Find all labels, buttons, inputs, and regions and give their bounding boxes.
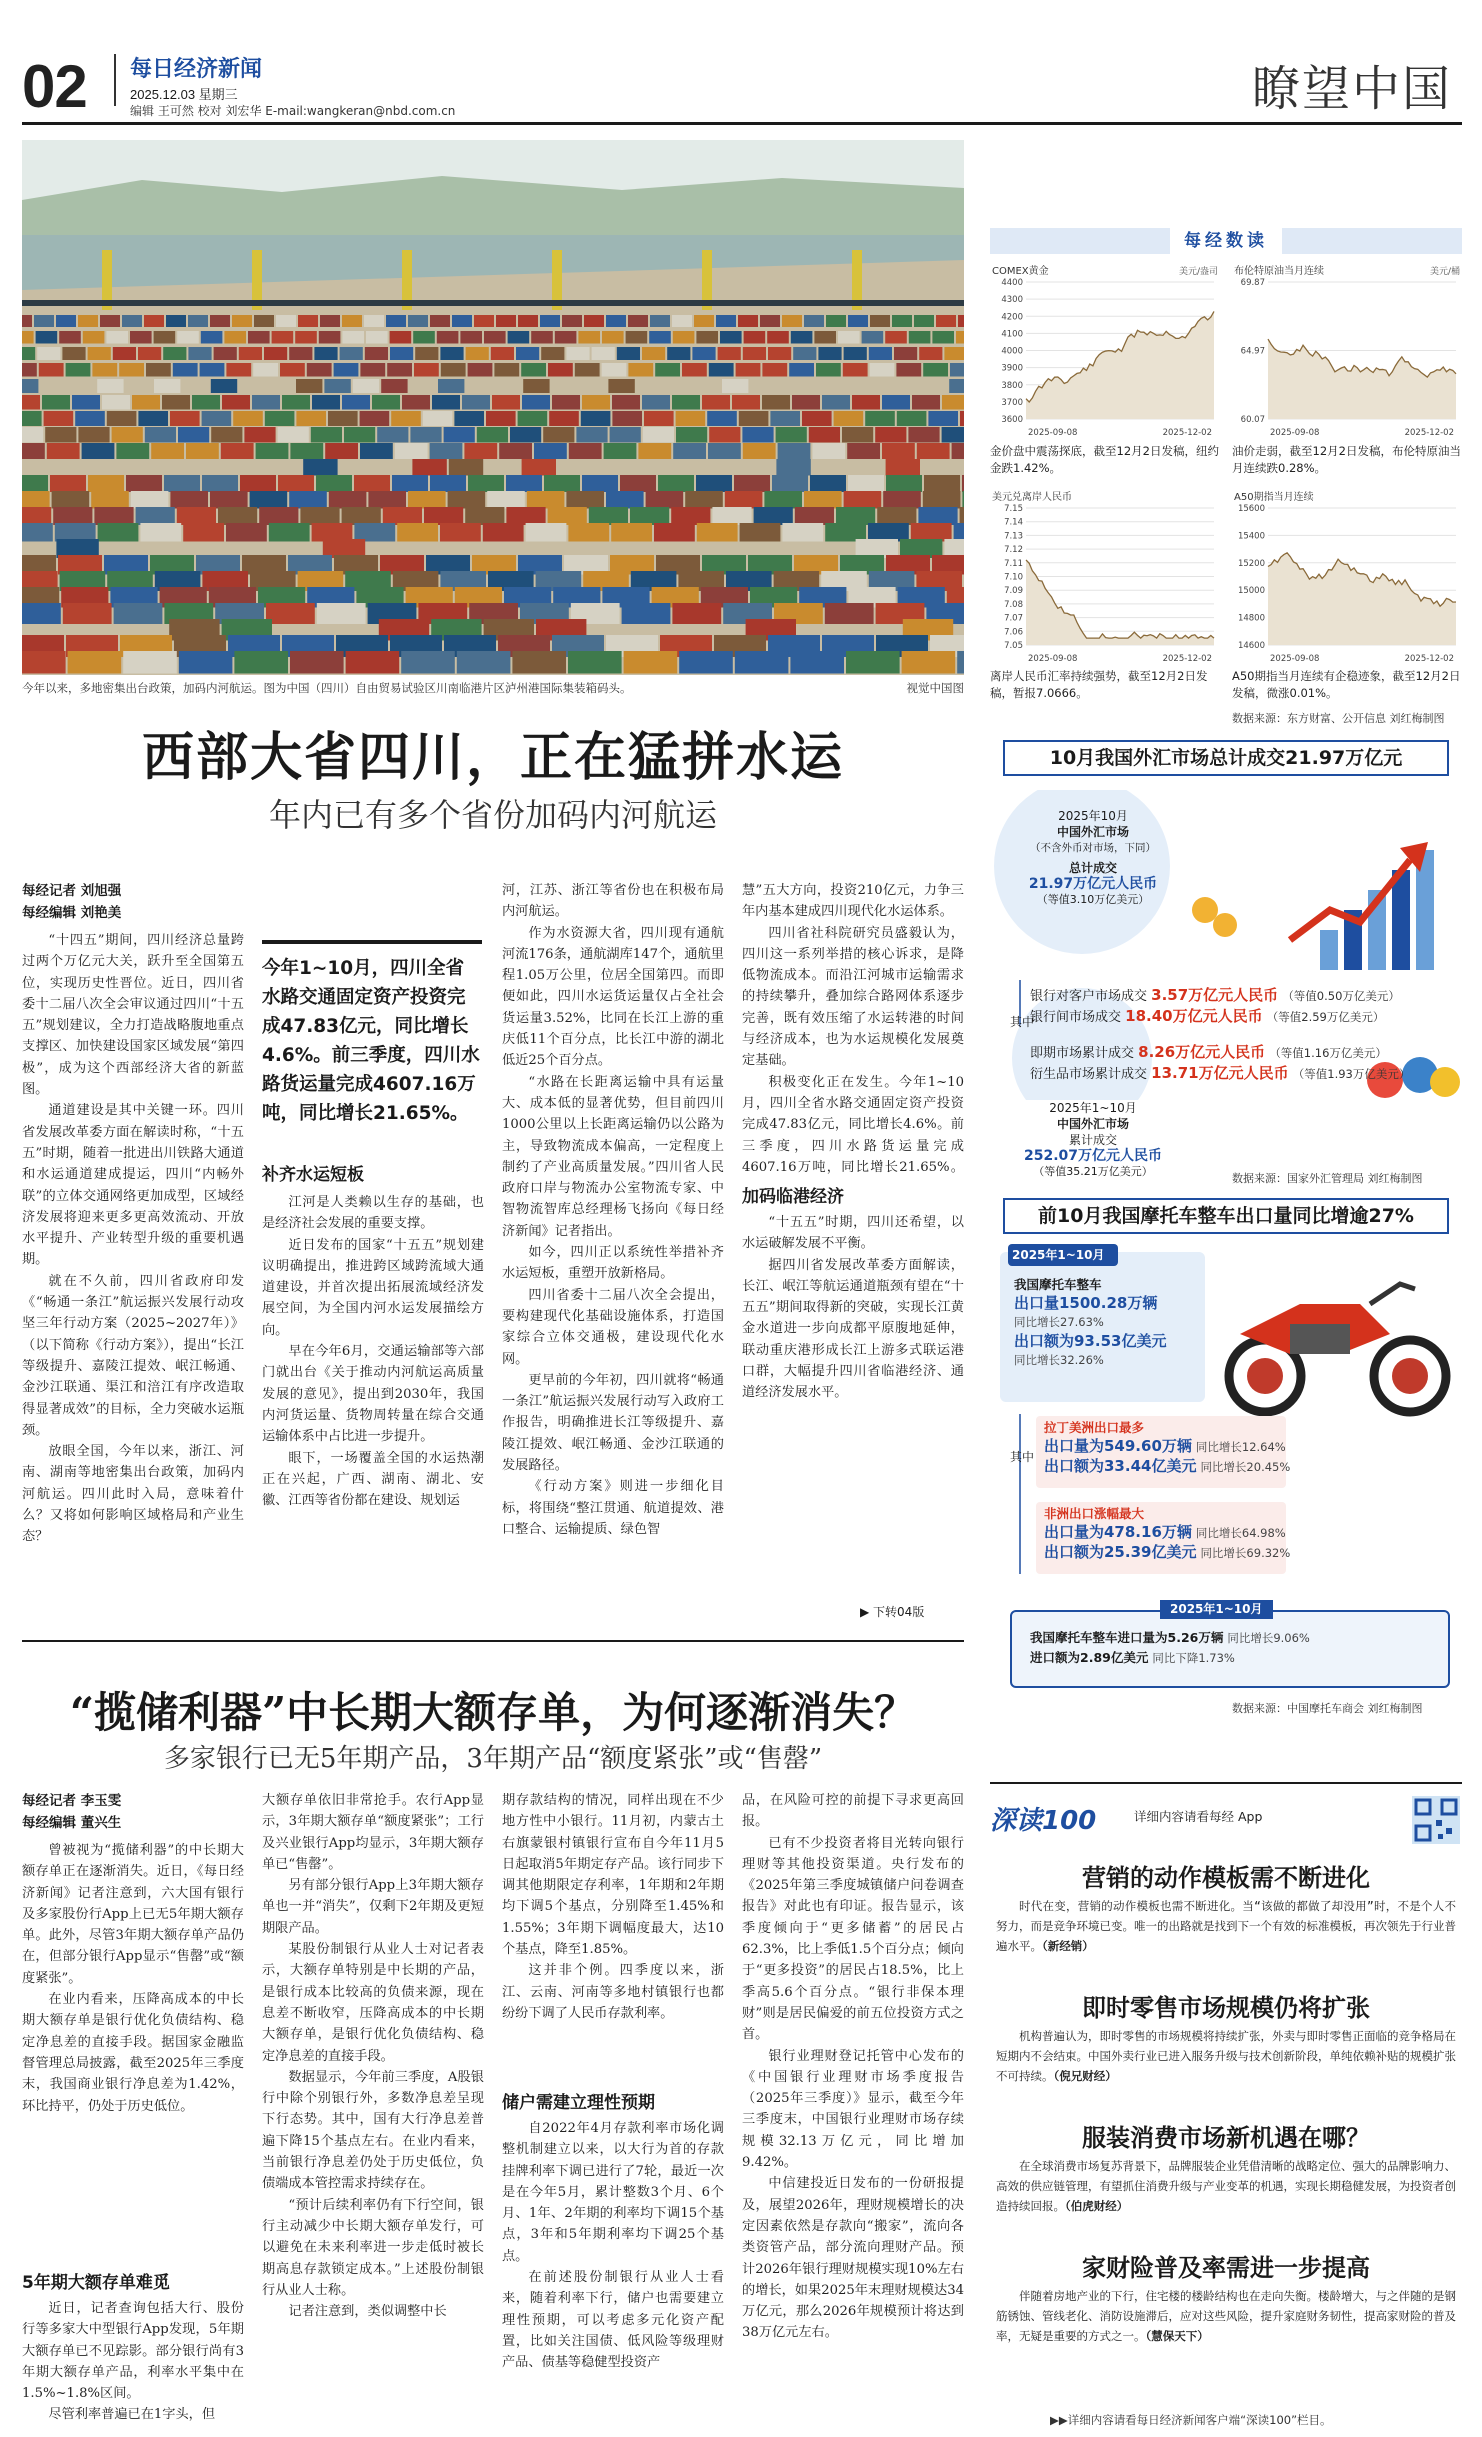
- mini-chart-svg: [990, 276, 1220, 441]
- x-tick-label: 2025-12-02: [1162, 428, 1212, 438]
- paragraph: 尽管利率普遍已在1字头，但: [48, 2407, 216, 2423]
- photo-credit: 视觉中国图: [906, 681, 964, 695]
- mini-chart-note: 金价盘中震荡探底，截至12月2日发稿，纽约金跌1.42%。: [990, 444, 1219, 475]
- paragraph: 另有部分银行App上3年期大额存单也一并“消失”，仅剩下2年期及更短期限产品。: [262, 1878, 484, 1936]
- fx-item-usd: （等值1.16万亿美元）: [1269, 1046, 1387, 1060]
- motorcycle-icon: [1229, 1284, 1446, 1412]
- fx-ytd-label: 累计成交: [1068, 1133, 1117, 1147]
- port-photo: [22, 140, 964, 675]
- mini-chart-note: 油价走弱，截至12月2日发稿，布伦特原油当月连续跌0.28%。: [1232, 444, 1461, 475]
- paragraph: 《行动方案》则进一步细化目标，将围绕“整江贯通、航道提效、港口整合、运输提质、绿色智: [502, 1479, 724, 1537]
- moto-latam-value: 出口额为33.44亿美元: [1044, 1457, 1197, 1475]
- paragraph: 已有不少投资者将目光转向银行理财等其他投资渠道。央行发布的《2025年第三季度城镇储户问卷调查报告》对此也有印证。报告显示，该季度倾向于“更多储蓄”的居民占62.3%，比上季低1.5个百分点；倾向于“更多投资”的居民占18.5%，比上季高5.6个百分点。“银行非保本理财”则是居民偏爱的前五位投资方式之首。: [742, 1835, 964, 2043]
- paragraph: 据四川省发展改革委方面解读，长江、岷江等航运通道瓶颈有望在“十五五”期间取得新的突破，实现长江黄金水道进一步向成都平原腹地延伸，联动重庆港形成长江上游多式联运港口群，大幅提升四川省临港经济、通道经济发展水平。: [742, 1257, 964, 1401]
- moto-africa-volume: 出口量为478.16万辆: [1044, 1523, 1192, 1541]
- y-tick-label: 7.07: [1004, 613, 1023, 624]
- moto-of-which: 其中: [1010, 1450, 1035, 1464]
- paper-name: 每日经济新闻: [130, 57, 263, 82]
- deep-read-text: [996, 1896, 1456, 1956]
- moto-latam-volume: 出口量为549.60万辆: [1044, 1437, 1192, 1455]
- econ-banner-title: 每经数读: [1170, 228, 1282, 254]
- deep-read-body: 伴随着房地产业的下行，住宅楼的楼龄结构也在走向失衡。楼龄增大，与之伴随的是钢筋锈蚀、管线老化、消防设施滞后，应对这些风险，提升家庭财务韧性，提高家财险的普及率，无疑是重要的方式之一。: [996, 2289, 1456, 2343]
- article1-column-3: [502, 880, 724, 1630]
- paragraph: 大额存单依旧非常抢手。农行App显示，3年期大额存单“额度紧张”；工行及兴业银行App均显示，3年期大额存单已“售罄”。: [262, 1793, 484, 1872]
- y-tick-label: 7.09: [1004, 586, 1023, 597]
- article2-editor: 每经编辑 董兴生: [22, 1815, 122, 1831]
- y-tick-label: 14600: [1237, 641, 1265, 651]
- y-tick-label: 7.06: [1004, 627, 1023, 638]
- fx-item-value: 8.26万亿元人民币: [1138, 1043, 1266, 1061]
- y-tick-label: 15000: [1237, 586, 1265, 597]
- y-tick-label: 64.97: [1240, 346, 1265, 357]
- article2-reporter: 每经记者 李玉雯: [22, 1793, 122, 1809]
- article2-title: “揽储利器”中长期大额存单，为何逐渐消失？: [69, 1688, 917, 1737]
- mini-chart-note: 离岸人民币汇率持续强势，截至12月2日发稿，暂报7.0666。: [990, 669, 1208, 700]
- article1-column-2: [262, 1192, 484, 1632]
- paragraph: “十五五”时期，四川还希望，以水运破解发展不平衡。: [742, 1215, 964, 1252]
- photo-caption: 今年以来，多地密集出台政策，加码内河航运。图为中国（四川）自由贸易试验区川南临港片区泸州港国际集装箱码头。: [22, 681, 632, 695]
- y-tick-label: 15200: [1237, 558, 1265, 569]
- moto-latam-volume-growth: 同比增长12.64%: [1195, 1440, 1286, 1454]
- paragraph: 记者注意到，类似调整中长: [288, 2304, 447, 2320]
- x-tick-label: 2025-09-08: [1270, 654, 1320, 664]
- paragraph: 近日发布的国家“十五五”规划建议明确提出，推进跨区域跨流域大通道建设，并首次提出拓展流域经济发展空间，为全国内河水运发展描绘方向。: [262, 1237, 484, 1338]
- moto-volume-growth: 同比增长27.63%: [1014, 1315, 1104, 1329]
- moto-latam-value-growth: 同比增长20.45%: [1200, 1460, 1291, 1474]
- y-tick-label: 4300: [1001, 295, 1023, 306]
- article2-column-3: [502, 1790, 724, 2075]
- mini-chart-svg: [1232, 502, 1462, 667]
- deep-read-footer: ▶▶详细内容请看每日经济新闻客户端“深读100”栏目。: [1050, 2413, 1332, 2427]
- fx-item-usd: （等值1.93万亿美元）: [1292, 1067, 1411, 1081]
- y-tick-label: 7.12: [1004, 545, 1023, 556]
- fx-item-label: 即期市场累计成交: [1030, 1046, 1135, 1061]
- moto-import-value-growth: 同比下降1.73%: [1152, 1651, 1235, 1665]
- mini-chart-note: A50期指当月连续有企稳迹象，截至12月2日发稿，微涨0.01%。: [1232, 669, 1461, 700]
- issue-date: 2025.12.03 星期三: [130, 87, 238, 102]
- fx-item-label: 银行间市场成交: [1030, 1010, 1122, 1025]
- moto-imports: [1030, 1628, 1440, 1668]
- deep-read-text: [996, 2286, 1456, 2346]
- paragraph: 期存款结构的情况，同样出现在不少地方性中小银行。11月初，内蒙古土右旗蒙银村镇银行宣布自今年11月5日起取消5年期定存产品。该行同步下调其他期限定存利率，1年期和2年期均下调5个基点，分别降至1.45%和1.55%；3年期下调幅度最大，达10个基点，降至1.85%。: [502, 1793, 724, 1958]
- article1-reporter: 每经记者 刘旭强: [22, 883, 122, 899]
- fx-item: [1030, 1063, 1460, 1085]
- masthead-divider: [114, 54, 116, 106]
- fx-ytd-name: 中国外汇市场: [1056, 1117, 1129, 1131]
- deep-read-rule: [990, 1782, 1462, 1784]
- deep-read-author: （倪兄财经）: [1053, 2069, 1117, 2083]
- article1-column-1: [22, 930, 244, 1630]
- article1-byline: [22, 880, 121, 924]
- paragraph: 早在今年6月，交通运输部等六部门就出台《关于推动内河航运高质量发展的意见》，提出到2030年，我国内河货运量、货物周转量在综合交通运输体系中占比进一步提升。: [262, 1344, 484, 1445]
- moto-africa-value: 出口额为25.39亿美元: [1044, 1543, 1197, 1561]
- moto-import-value: 进口额为2.89亿美元: [1030, 1650, 1149, 1665]
- y-tick-label: 3800: [1001, 380, 1023, 391]
- article2-subtitle: 多家银行已无5年期产品，3年期产品“额度紧张”或“售罄”: [163, 1744, 823, 1774]
- article1-subhead-1: 补齐水运短板: [262, 1165, 364, 1185]
- mini-chart-svg: [1232, 276, 1462, 441]
- fx-period: 2025年10月: [1058, 809, 1128, 823]
- paragraph: 在业内看来，压降高成本的中长期大额存单是银行优化负债结构、稳定净息差的直接手段。据国家金融监督管理总局披露，截至2025年三季度末，我国商业银行净息差为1.42%，环比持平，仍处于历史低位。: [22, 1992, 244, 2114]
- y-tick-label: 7.10: [1004, 572, 1023, 583]
- x-tick-label: 2025-12-02: [1404, 654, 1454, 664]
- masthead: [22, 38, 1462, 118]
- moto-import-volume-growth: 同比增长9.06%: [1227, 1631, 1310, 1645]
- deep-read-title[interactable]: 即时零售市场规模仍将扩张: [1082, 1993, 1370, 2022]
- series-area: [1026, 311, 1214, 419]
- y-tick-label: 69.87: [1240, 278, 1265, 288]
- deep-read-body: 在全球消费市场复苏背景下，品牌服装企业凭借清晰的战略定位、强大的品牌影响力、高效的供应链管理，有望抓住消费升级与产业变革的机遇，实现长期稳健发展，为投资者创造持续回报。: [996, 2159, 1456, 2213]
- moto-source: 数据来源：中国摩托车商会 刘红梅制图: [1232, 1702, 1423, 1715]
- paragraph: 江河是人类赖以生存的基础，也是经济社会发展的重要支撑。: [262, 1195, 484, 1232]
- mini-chart-unit: 美元/盎司: [1178, 267, 1218, 277]
- moto-summary: [1014, 1275, 1214, 1370]
- paragraph: 品，在风险可控的前提下寻求更高回报。: [742, 1793, 964, 1830]
- fx-item-usd: （等值0.50万亿美元）: [1282, 989, 1400, 1003]
- article2-column-2: [262, 1790, 484, 2430]
- moto-panel-title: 前10月我国摩托车整车出口量同比增逾27%: [1003, 1198, 1449, 1234]
- fx-total-label: 总计成交: [1068, 861, 1117, 875]
- x-tick-label: 2025-12-02: [1162, 654, 1212, 664]
- y-tick-label: 4400: [1001, 278, 1023, 288]
- y-tick-label: 7.15: [1004, 504, 1023, 514]
- paragraph: “预计后续利率仍有下行空间，银行主动减少中长期大额存单发行，可以避免在未来利率进一步走低时被长期高息存款锁定成本。”上述股份制银行从业人士称。: [262, 2197, 484, 2298]
- paragraph: 数据显示，今年前三季度，A股银行中除个别银行外，多数净息差呈现下行态势。其中，国有大行净息差普遍下降15个基点左右。在业内看来，当前银行净息差仍处于历史低位，负债端成本管控需求持续存在。: [262, 2069, 484, 2192]
- y-tick-label: 7.14: [1004, 517, 1023, 528]
- y-tick-label: 4100: [1001, 329, 1023, 340]
- paragraph: 某股份制银行从业人士对记者表示，大额存单特别是中长期的产品，是银行成本比较高的负债来源，现在息差不断收窄，压降高成本的中长期大额存单，是银行优化负债结构、稳定净息差的直接手段。: [262, 1942, 484, 2064]
- mini-chart-title: 布伦特原油当月连续: [1234, 266, 1324, 277]
- paragraph: 中信建投近日发布的一份研报提及，展望2026年，理财规模增长的决定因素依然是存款向“搬家”，流向各类资管产品，部分流向理财产品。预计2026年银行理财规模实现10%左右的增长，如果2025年末理财规模达34万亿元，那么2026年规模预计将达到38万亿元左右。: [742, 2176, 964, 2341]
- y-tick-label: 7.13: [1004, 531, 1023, 542]
- moto-export-value: 出口额为93.53亿美元: [1014, 1332, 1167, 1350]
- fx-item-value: 13.71万亿元人民币: [1151, 1064, 1289, 1082]
- section-name: 瞭望中国: [1251, 61, 1452, 117]
- fx-item: [1030, 1006, 1460, 1028]
- paragraph: 放眼全国，今年以来，浙江、河南、湖南等地密集出台政策，加码内河航运。四川此时入局，意味着什么？又将如何影响区域格局和产业生态？: [22, 1444, 244, 1545]
- article2-byline: [22, 1790, 121, 1834]
- y-tick-label: 4200: [1001, 312, 1023, 323]
- econ-source: 数据来源：东方财富、公开信息 刘红梅制图: [1232, 712, 1445, 725]
- paragraph: 在前述股份制银行从业人士看来，随着利率下行，储户也需要建立理性预期，可以考虑多元化资产配置，比如关注国债、低风险等级理财产品、债基等稳健型投资产: [502, 2270, 724, 2371]
- paragraph: 慧”五大方向，投资210亿元，力争三年内基本建成四川现代化水运体系。: [742, 883, 964, 920]
- deep-read-author: （新经销）: [1042, 1939, 1094, 1953]
- paragraph: 如今，四川正以系统性举措补齐水运短板，重塑开放新格局。: [502, 1245, 724, 1282]
- fx-item-usd: （等值2.59万亿美元）: [1266, 1010, 1385, 1024]
- fx-item-value: 18.40万亿元人民币: [1125, 1007, 1263, 1025]
- y-tick-label: 3900: [1001, 363, 1023, 374]
- mini-chart-unit: 美元/桶: [1429, 267, 1460, 277]
- article1-subhead-2: 加码临港经济: [742, 1187, 844, 1207]
- moto-export-volume: 出口量1500.28万辆: [1014, 1294, 1158, 1312]
- paragraph: 这并非个例。四季度以来，浙江、云南、河南等多地村镇银行也都纷纷下调了人民币存款利率。: [502, 1963, 724, 2021]
- fx-panel-title: 10月我国外汇市场总计成交21.97万亿元: [1003, 740, 1449, 776]
- qr-code-icon[interactable]: [1412, 1796, 1460, 1844]
- fx-monthly-summary: [1008, 808, 1178, 908]
- deep-read-title[interactable]: 服装消费市场新机遇在哪？: [1082, 2123, 1370, 2152]
- paragraph: 银行业理财登记托管中心发布的《中国银行业理财市场季度报告（2025年三季度）》显示，截至今年三季度末，中国银行业理财市场存续规模32.13万亿元，同比增加9.42%。: [742, 2048, 964, 2171]
- deep-read-title[interactable]: 营销的动作模板需不断进化: [1082, 1863, 1370, 1892]
- moto-value-growth: 同比增长32.26%: [1014, 1353, 1104, 1367]
- fx-item-label: 衍生品市场累计成交: [1030, 1067, 1148, 1082]
- moto-import-volume: 我国摩托车整车进口量为5.26万辆: [1030, 1630, 1224, 1645]
- fx-item-value: 3.57万亿元人民币: [1151, 986, 1279, 1004]
- deep-read-body: 机构普遍认为，即时零售的市场规模将持续扩张，外卖与即时零售正面临的竞争格局在短期内不会结束。中国外卖行业已进入服务升级与技术创新阶段，单纯依赖补贴的规模扩张不可持续。: [996, 2029, 1456, 2083]
- article1-subtitle: 年内已有多个省份加码内河航运: [268, 796, 717, 834]
- masthead-rule: [22, 122, 1462, 125]
- fx-ytd-usd: （等值35.21万亿美元）: [1033, 1165, 1153, 1178]
- article1-column-4a: [742, 880, 964, 1175]
- fx-scope: （不含外币对市场，下同）: [1030, 842, 1156, 854]
- fx-of-which: 其中: [1010, 1015, 1035, 1029]
- fx-ytd-summary: [1008, 1100, 1178, 1180]
- deep-read-author: （慧保天下）: [1145, 2329, 1209, 2343]
- article2-column-3b: [502, 2118, 724, 2430]
- moto-period: 2025年1~10月: [1012, 1248, 1105, 1262]
- x-tick-label: 2025-09-08: [1270, 428, 1320, 438]
- x-tick-label: 2025-12-02: [1404, 428, 1454, 438]
- fx-source: 数据来源：国家外汇管理局 刘红梅制图: [1232, 1172, 1423, 1185]
- deep-read-author: （伯虎财经）: [1065, 2199, 1129, 2213]
- x-tick-label: 2025-09-08: [1028, 428, 1078, 438]
- deep-read-body: 时代在变，营销的动作模板也需不断进化。当“该做的都做了却没用”时，不是个人不努力，而是竞争环境已变。唯一的出路就是找到下一个有效的标准模板，再次领先于行业普遍水平。: [996, 1899, 1456, 1953]
- y-tick-label: 3700: [1001, 397, 1023, 408]
- article2-column-4: [742, 1790, 964, 2430]
- fx-item: [1030, 1042, 1460, 1064]
- deep-read-text: [996, 2156, 1456, 2216]
- y-tick-label: 3600: [1001, 415, 1023, 425]
- y-tick-label: 15600: [1237, 504, 1265, 514]
- mini-chart-svg: [990, 502, 1220, 667]
- moto-latam: [1044, 1418, 1334, 1477]
- deep-read-logo: 深读100: [990, 1806, 1097, 1836]
- moto-africa-value-growth: 同比增长69.32%: [1200, 1546, 1291, 1560]
- y-tick-label: 14800: [1237, 613, 1265, 624]
- fx-market-name: 中国外汇市场: [1056, 825, 1129, 839]
- fx-item-label: 银行对客户市场成交: [1030, 989, 1148, 1004]
- moto-latam-label: 拉丁美洲出口最多: [1044, 1420, 1145, 1435]
- moto-africa: [1044, 1504, 1334, 1563]
- fx-total-value: 21.97万亿元人民币: [1028, 876, 1158, 892]
- article1-title: 西部大省四川，正在猛拼水运: [141, 727, 844, 788]
- y-tick-label: 7.05: [1004, 641, 1023, 651]
- fx-ytd-period: 2025年1~10月: [1049, 1101, 1137, 1115]
- moto-africa-label: 非洲出口涨幅最大: [1044, 1506, 1145, 1521]
- paragraph: 通道建设是其中关键一环。四川省发展改革委方面在解读时称，“十五五”时期，随着一批进出川铁路大通道和水运通道建成提运，四川“内畅外联”的立体交通网络更加成型，区域经济发展将迎来更多更高效流动、开放水平提升、产业转型升级的重要机遇期。: [22, 1103, 244, 1268]
- paragraph: 曾被视为“揽储利器”的中长期大额存单正在逐渐消失。近日，《每日经济新闻》记者注意到，六大国有银行及多家股份行App上已无5年期大额存单。此外，尽管3年期大额存单产品仍在，但部分银行App显示“售罄”或“额度紧张”。: [22, 1843, 244, 1986]
- fx-ytd-value: 252.07万亿元人民币: [1023, 1148, 1163, 1164]
- deep-read-title[interactable]: 家财险普及率需进一步提高: [1082, 2253, 1370, 2282]
- paragraph: 四川省委十二届八次全会提出，要构建现代化基础设施体系，打造国家综合立体交通极，建设现代化水网。: [502, 1287, 724, 1367]
- moto-imports-period: 2025年1~10月: [1160, 1600, 1273, 1619]
- moto-lead: 我国摩托车整车: [1014, 1277, 1102, 1292]
- x-tick-label: 2025-09-08: [1028, 654, 1078, 664]
- deep-read-hint: 详细内容请看每经 App: [1134, 1809, 1263, 1824]
- port-photo-illustration: [22, 140, 964, 675]
- article2-column-1b: [22, 2298, 244, 2428]
- paragraph: 眼下，一场覆盖全国的水运热潮正在兴起，广西、湖南、湖北、安徽、江西等省份都在建设、规划运: [262, 1450, 484, 1509]
- continued-notice: ▶ 下转04版: [860, 1605, 925, 1619]
- y-tick-label: 7.11: [1004, 558, 1023, 569]
- mini-chart-title: A50期指当月连续: [1234, 492, 1314, 503]
- article-divider: [22, 1640, 964, 1642]
- paragraph: 河，江苏、浙江等省份也在积极布局内河航运。: [502, 883, 724, 920]
- paragraph: 近日，记者查询包括大行、股份行等多家大中型银行App发现，5年期大额存单已不见踪影。部分银行尚有3年期大额存单产品，利率水平集中在1.5%~1.8%区间。: [22, 2301, 244, 2402]
- editor-line: 编辑 王可然 校对 刘宏华 E-mail:wangkeran@nbd.com.cn: [130, 104, 456, 118]
- mini-chart-title: COMEX黄金: [992, 266, 1049, 277]
- paragraph: “十四五”期间，四川经济总量跨过两个万亿元大关，跃升至全国第五位，实现历史性晋位。近日，四川省委十二届八次全会审议通过四川“十五五”规划建议，全力打造战略腹地重点支撑区、加快建设国家区域发展“第四极”，成为这个西部经济大省的新蓝图。: [22, 933, 244, 1098]
- y-tick-label: 7.08: [1004, 599, 1023, 610]
- page-number: 02: [22, 53, 87, 120]
- article2-column-1: [22, 1840, 244, 2175]
- paragraph: “水路在长距离运输中具有运量大、成本低的显著优势，但目前四川1000公里以上长距离运输仍以公路为主，导致物流成本偏高，一定程度上制约了产业高质量发展。”四川省人民政府口岸与物流办公室物流专家、中智物流智库总经理杨飞扬向《每日经济新闻》记者指出。: [502, 1074, 724, 1239]
- article1-editor: 每经编辑 刘艳美: [22, 905, 122, 921]
- fx-item: [1030, 985, 1460, 1007]
- fx-total-usd: （等值3.10万亿美元）: [1036, 893, 1150, 906]
- deep-read-text: [996, 2026, 1456, 2086]
- moto-africa-volume-growth: 同比增长64.98%: [1195, 1526, 1286, 1540]
- y-tick-label: 15400: [1237, 531, 1265, 542]
- paragraph: 四川省社科院研究员盛毅认为，四川这一系列举措的核心诉求，是降低物流成本。而沿江河城市运输需求的持续攀升，叠加综合路网体系逐步完善，既有效压缩了水运转港的时间与经济成本，也为水运规模化发展奠定基础。: [742, 925, 964, 1069]
- article1-pullquote: 今年1~10月，四川全省水路交通固定资产投资完成47.83亿元，同比增长4.6%。前三季度，四川水路货运量完成4607.16万吨，同比增长21.65%。: [262, 940, 482, 1128]
- paragraph: 积极变化正在发生。今年1~10月，四川全省水路交通固定资产投资完成47.83亿元，同比增长4.6%。前三季度，四川水路货运量完成4607.16万吨，同比增长21.65%。: [742, 1074, 964, 1175]
- article2-subhead-1: 5年期大额存单难觅: [22, 2273, 170, 2293]
- paragraph: 作为水资源大省，四川现有通航河流176条，通航湖库147个，通航里程1.05万公里，位居全国第四。而即便如此，四川水运货运量仅占全社会货运量3.52%，比同在长江上游的重庆低11个百分点，比长江中游的湖北低近25个百分点。: [502, 925, 724, 1069]
- y-tick-label: 4000: [1001, 346, 1023, 357]
- article1-column-4b: [742, 1212, 964, 1597]
- paragraph: 就在不久前，四川省政府印发《“畅通一条江”航运振兴发展行动攻坚三年行动方案（2025~2027年）》（以下简称《行动方案》），提出“长江等级提升、嘉陵江提效、岷江畅通、金沙江联通、渠江和涪江有序改造取得显著成效”的目标，全力突破水运瓶颈。: [22, 1273, 244, 1438]
- mini-chart-title: 美元兑离岸人民币: [992, 492, 1072, 503]
- y-tick-label: 60.07: [1240, 415, 1265, 425]
- paragraph: 自2022年4月存款利率市场化调整机制建立以来，以大行为首的存款挂牌利率下调已进行了7轮，最近一次是在今年5月，累计整数3个月、6个月、1年、2年期的利率均下调15个基点，3年和5年期利率均下调25个基点。: [502, 2121, 724, 2264]
- paragraph: 更早前的今年初，四川就将“畅通一条江”航运振兴发展行动写入政府工作报告，明确推进长江等级提升、嘉陵江提效、岷江畅通、金沙江联通的发展路径。: [502, 1372, 724, 1474]
- article2-subhead-2: 储户需建立理性预期: [502, 2093, 655, 2113]
